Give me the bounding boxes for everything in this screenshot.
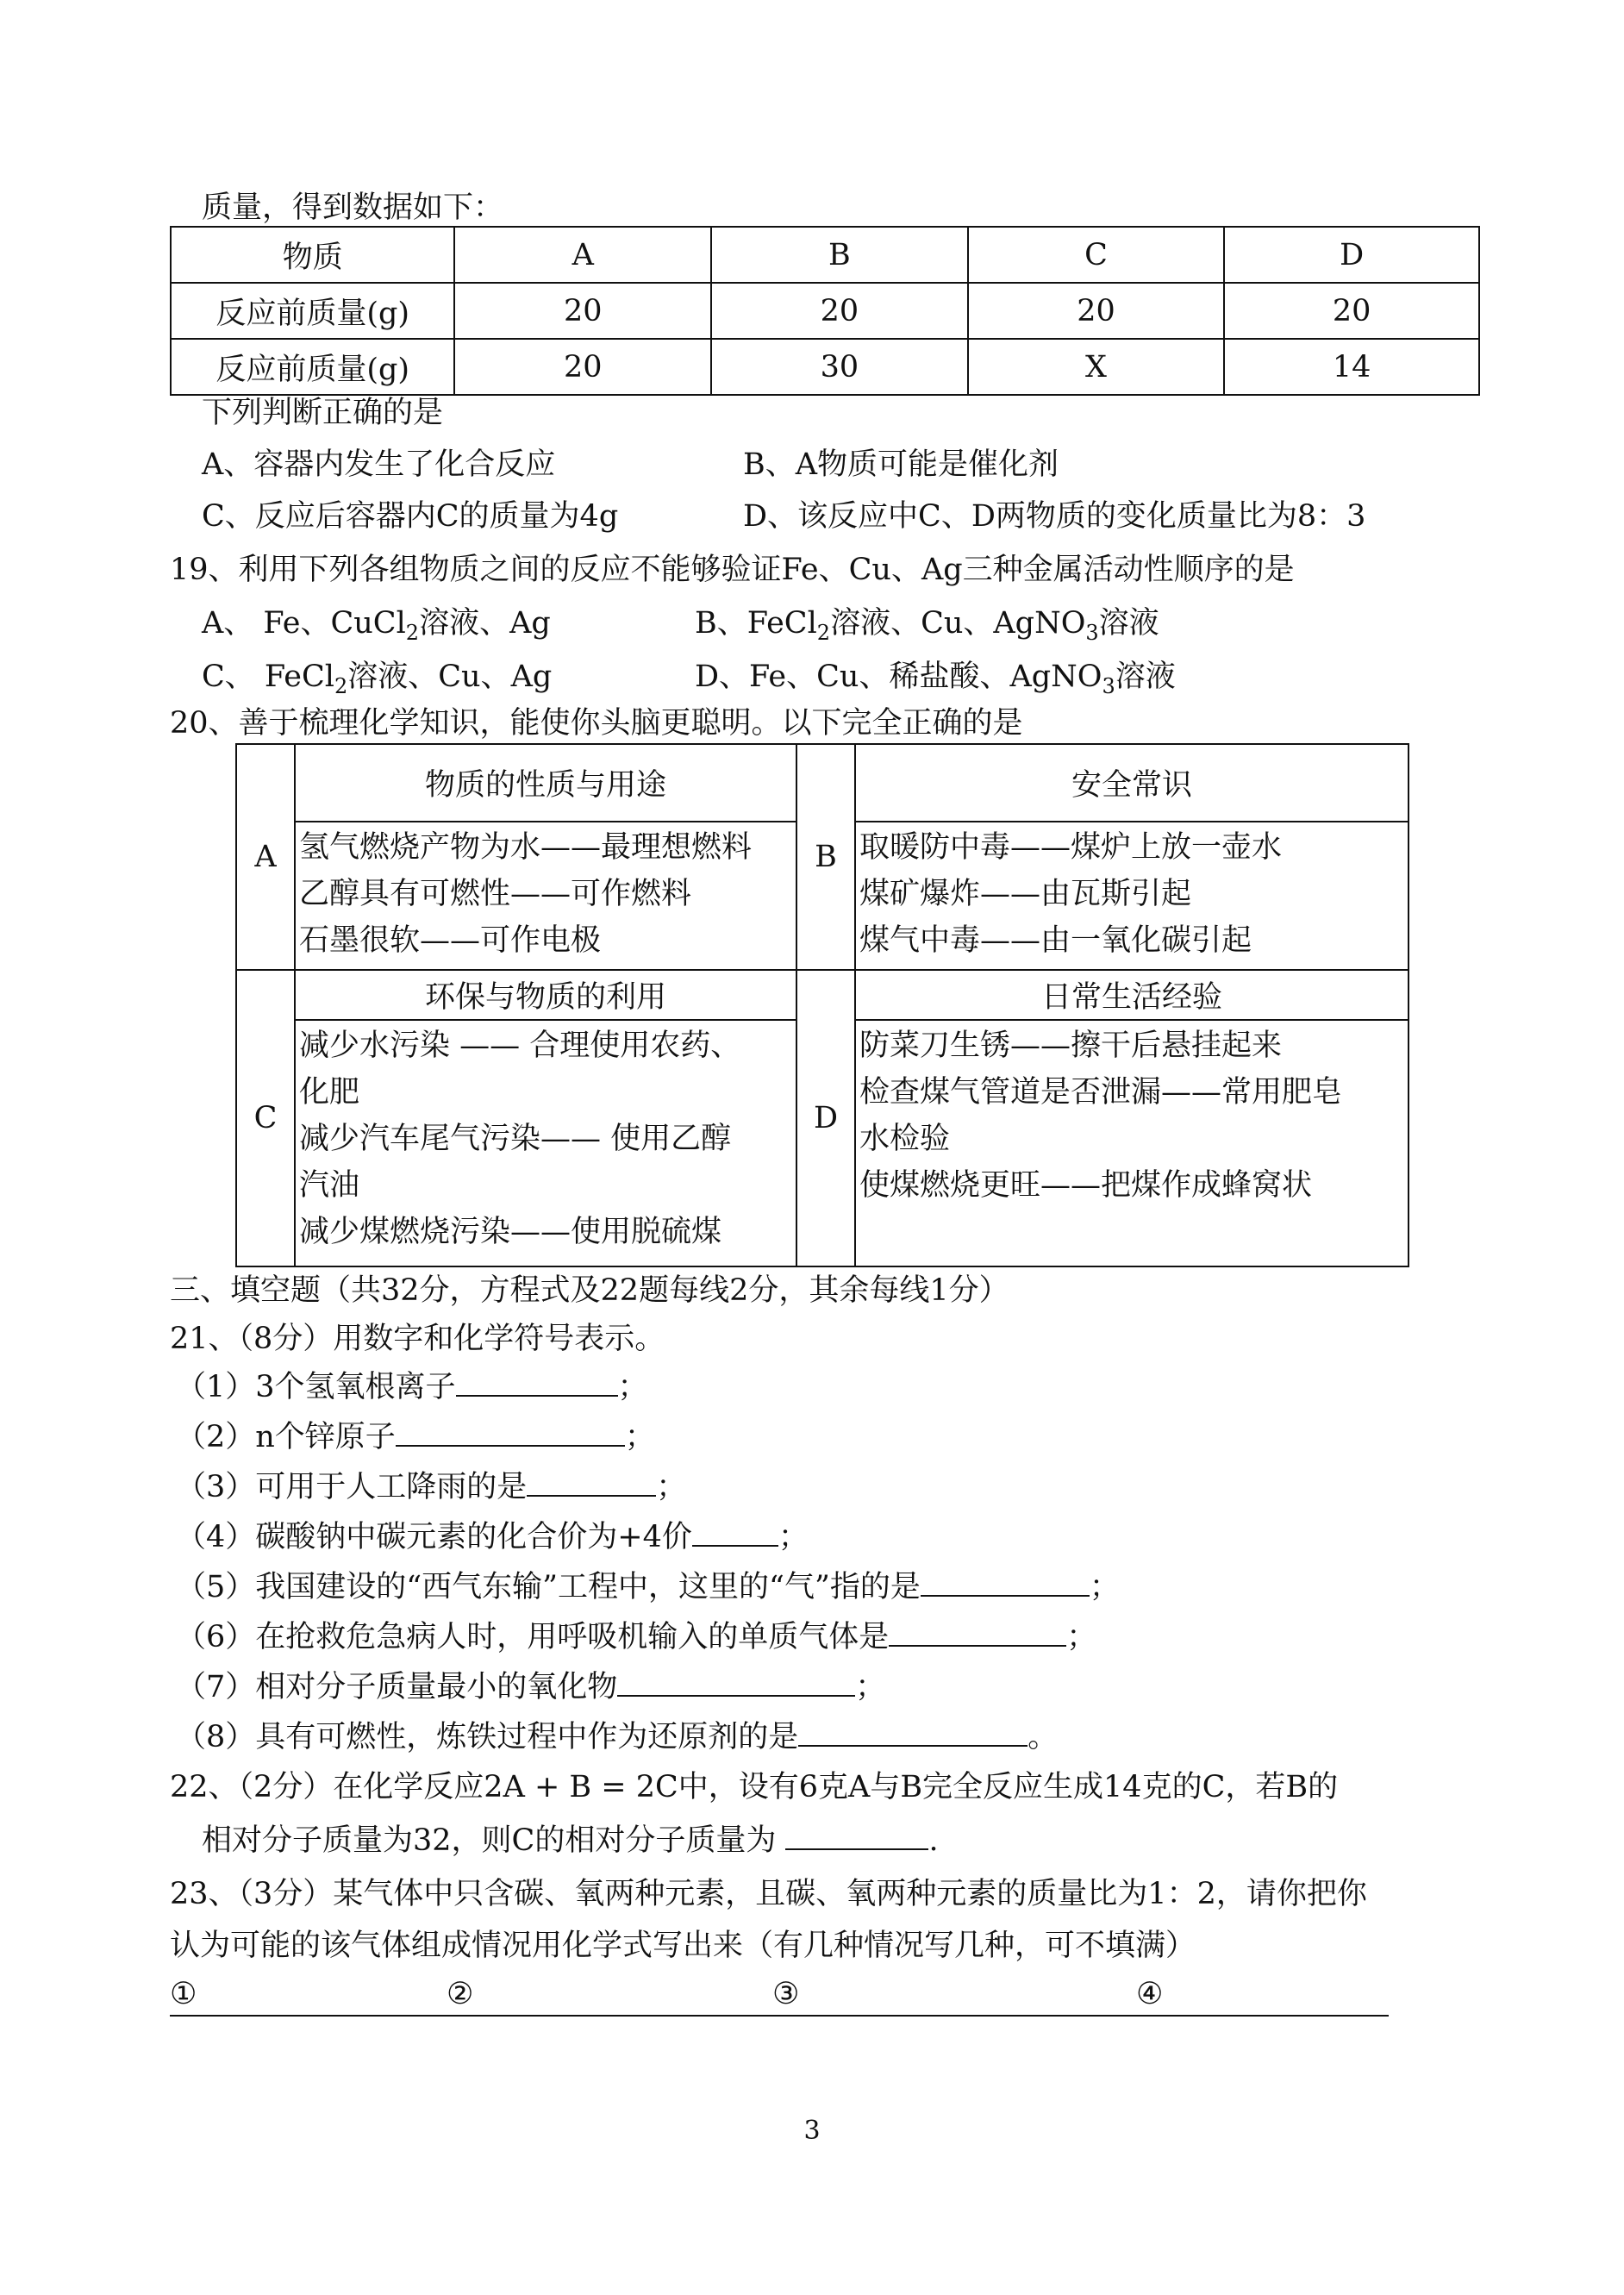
- table-header-cell: C: [968, 227, 1225, 283]
- cell-line: 乙醇具有可燃性——可作燃料: [299, 877, 692, 911]
- cell-line: 减少水污染 —— 合理使用农药、: [299, 1029, 741, 1063]
- q21-item-5: （5）我国建设的“西气东输”工程中，这里的“气”指的是 ；: [176, 1570, 1120, 1604]
- table-row: [236, 970, 1409, 1020]
- cell-body-b: [855, 822, 1409, 970]
- q18-prompt: 下列判断正确的是: [202, 396, 444, 430]
- table-header-cell: A: [454, 227, 711, 283]
- answer-blank[interactable]: [456, 1369, 618, 1397]
- option-letter-d: D: [796, 970, 855, 1266]
- cell-body-a: [295, 822, 796, 970]
- cell-body-d: [855, 1020, 1409, 1266]
- cell-line: 减少汽车尾气污染—— 使用乙醇: [299, 1122, 732, 1156]
- table-cell: 反应前质量(g): [171, 339, 454, 395]
- cell-line: 煤气中毒——由一氧化碳引起: [859, 923, 1252, 958]
- q19-stem: 19、利用下列各组物质之间的反应不能够验证Fe、Cu、Ag三种金属活动性顺序的是: [170, 553, 1295, 587]
- q20-options-table: [235, 743, 1409, 1267]
- q18-option-a: A、容器内发生了化合反应: [202, 447, 556, 482]
- cell-line: 水检验: [859, 1122, 951, 1156]
- table-cell: 20: [454, 283, 711, 339]
- q18-option-c: C、反应后容器内C的质量为4g: [202, 499, 619, 534]
- cell-line: 石墨很软——可作电极: [299, 923, 602, 958]
- answer-blank[interactable]: [527, 1469, 656, 1497]
- option-letter-a: A: [236, 744, 295, 970]
- q22-line-1: 22、（2分）在化学反应2A + B = 2C中，设有6克A与B完全反应生成14克的C，若B的: [170, 1770, 1339, 1804]
- table-cell: 20: [454, 339, 711, 395]
- answer-blank[interactable]: [617, 1669, 855, 1697]
- answer-blank[interactable]: [798, 1719, 1027, 1747]
- q21-item-6: （6）在抢救危急病人时，用呼吸机输入的单质气体是 ；: [176, 1620, 1097, 1654]
- cell-title-a: 物质的性质与用途: [295, 744, 796, 822]
- data-table: [170, 226, 1480, 396]
- intro-line: 质量，得到数据如下：: [202, 191, 504, 225]
- cell-line: 取暖防中毒——煤炉上放一壶水: [859, 830, 1283, 865]
- q20-stem: 20、善于梳理化学知识，能使你头脑更聪明。以下完全正确的是: [170, 706, 1023, 741]
- cell-line: 使煤燃烧更旺——把煤作成蜂窝状: [859, 1168, 1313, 1203]
- q21-item-8: （8）具有可燃性，炼铁过程中作为还原剂的是 。: [176, 1720, 1059, 1754]
- table-header-cell: D: [1224, 227, 1479, 283]
- cell-line: 氢气燃烧产物为水——最理想燃料: [299, 830, 753, 865]
- cell-body-c: [295, 1020, 796, 1266]
- cell-title-c: 环保与物质的利用: [295, 970, 796, 1020]
- cell-line: 汽油: [299, 1168, 360, 1203]
- q21-item-4: （4）碳酸钠中碳元素的化合价为+4价 ；: [176, 1520, 809, 1554]
- q21-stem: 21、（8分）用数字和化学符号表示。: [170, 1322, 665, 1356]
- q21-item-1: （1）3个氢氧根离子 ；: [176, 1370, 648, 1404]
- answer-blank[interactable]: [889, 1619, 1066, 1647]
- q18-option-b: B、A物质可能是催化剂: [743, 447, 1059, 482]
- cell-title-d: 日常生活经验: [855, 970, 1409, 1020]
- q19-option-a: A、 Fe、CuCl$_2$溶液、Ag: [202, 606, 551, 645]
- answer-blank[interactable]: [396, 1419, 625, 1447]
- table-cell: 20: [1224, 283, 1479, 339]
- table-header-cell: B: [711, 227, 968, 283]
- cell-title-b: 安全常识: [855, 744, 1409, 822]
- q23-mark-4: ④: [1136, 1977, 1164, 2011]
- q18-option-d: D、该反应中C、D两物质的变化质量比为8：3: [743, 499, 1366, 534]
- table-cell: X: [968, 339, 1225, 395]
- q23-mark-3: ③: [772, 1977, 800, 2011]
- answer-blank[interactable]: [692, 1519, 778, 1547]
- option-letter-b: B: [796, 744, 855, 970]
- q21-item-2: （2）n个锌原子 ；: [176, 1420, 655, 1454]
- table-row: [236, 744, 1409, 822]
- table-cell: 30: [711, 339, 968, 395]
- table-cell: 反应前质量(g): [171, 283, 454, 339]
- q21-item-7: （7）相对分子质量最小的氧化物 ；: [176, 1670, 886, 1704]
- table-header-cell: 物质: [171, 227, 454, 283]
- table-cell: 14: [1224, 339, 1479, 395]
- table-row: [171, 339, 1479, 395]
- table-row: [171, 283, 1479, 339]
- q23-line-2: 认为可能的该气体组成情况用化学式写出来（有几种情况写几种，可不填满）: [170, 1929, 1196, 1963]
- table-cell: 20: [968, 283, 1225, 339]
- q21-item-3: （3）可用于人工降雨的是 ；: [176, 1470, 687, 1504]
- cell-line: 减少煤燃烧污染——使用脱硫煤: [299, 1215, 722, 1249]
- cell-line: 煤矿爆炸——由瓦斯引起: [859, 877, 1192, 911]
- q19-option-b: B、FeCl$_2$溶液、Cu、AgNO$_3$溶液: [695, 606, 1159, 645]
- q22-line-2: 相对分子质量为32，则C的相对分子质量为 .: [202, 1823, 939, 1858]
- cell-line: 防菜刀生锈——擦干后悬挂起来: [859, 1029, 1283, 1063]
- q23-line-1: 23、（3分）某气体中只含碳、氧两种元素，且碳、氧两种元素的质量比为1：2，请你把你: [170, 1877, 1367, 1911]
- answer-blank[interactable]: [785, 1823, 928, 1850]
- q23-mark-2: ②: [447, 1977, 474, 2011]
- q19-option-d: D、Fe、Cu、稀盐酸、AgNO$_3$溶液: [695, 660, 1176, 698]
- table-cell: 20: [711, 283, 968, 339]
- section-heading: 三、填空题（共32分，方程式及22题每线2分，其余每线1分）: [170, 1273, 1009, 1308]
- cell-line: 检查煤气管道是否泄漏——常用肥皂: [859, 1075, 1343, 1110]
- q23-answer-line[interactable]: [170, 2015, 1389, 2017]
- page-number: 3: [803, 2116, 821, 2146]
- q19-option-c: C、 FeCl$_2$溶液、Cu、Ag: [202, 660, 553, 698]
- q23-mark-1: ①: [170, 1977, 197, 2011]
- answer-blank[interactable]: [921, 1569, 1090, 1597]
- table-header-row: [171, 227, 1479, 283]
- cell-line: 化肥: [299, 1075, 360, 1110]
- option-letter-c: C: [236, 970, 295, 1266]
